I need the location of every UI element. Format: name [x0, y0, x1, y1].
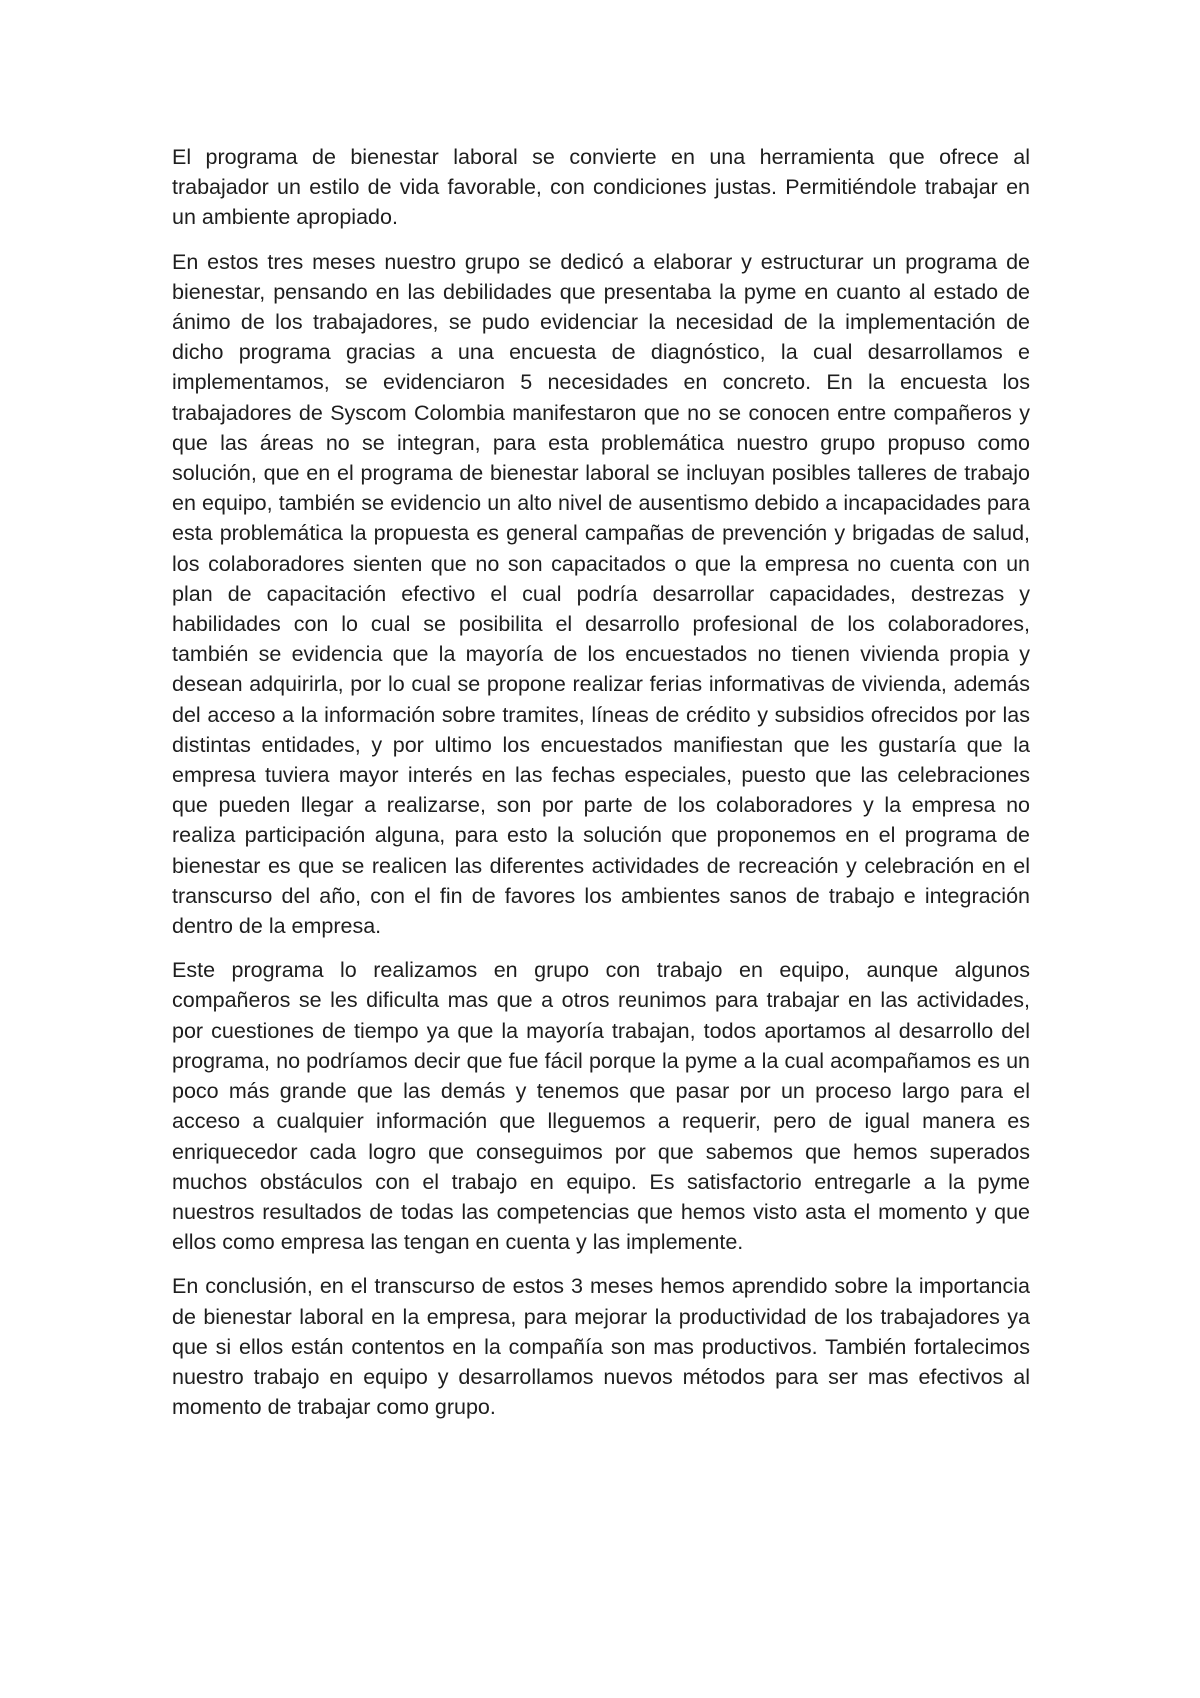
paragraph-intro: El programa de bienestar laboral se convierte en una herramienta que ofrece al trabajador un estilo de vida favorable, con condiciones justas. Permitiéndole trabajar en un ambiente apropiado. — [172, 145, 1030, 230]
paragraph-conclusion: En conclusión, en el transcurso de estos 3 meses hemos aprendido sobre la importancia de bienestar laboral en la empresa, para mejorar la productividad de los trabajadores ya que si ellos están contentos en la compañía son mas productivos. También fortalecimos nuestro trabajo en equipo y desarrollamos nuevos métodos para ser mas efectivos al momento de trabajar como grupo. — [172, 1274, 1030, 1420]
paragraph-diagnostic: En estos tres meses nuestro grupo se dedicó a elaborar y estructurar un programa de bienestar, pensando en las debilidades que presentaba la pyme en cuanto al estado de ánimo de los trabajadores, se pudo evidenciar la necesidad de la implementación de dicho programa gracias a una encuesta de diagnóstico, la cual desarrollamos e implementamos, se evidenciaron 5 necesidades en concreto. En la encuesta los trabajadores de Syscom Colombia manifestaron que no se conocen entre compañeros y que las áreas no se integran, para esta problemática nuestro grupo propuso como solución, que en el programa de bienestar laboral se incluyan posibles talleres de trabajo en equipo, también se evidencio un alto nivel de ausentismo debido a incapacidades para esta problemática la propuesta es general campañas de prevención y brigadas de salud, los colaboradores sienten que no son capacitados o que la empresa no cuenta con un plan de capacitación efectivo el cual podría desarrollar capacidades, destrezas y habilidades con lo cual se posibilita el desarrollo profesional de los colaboradores, también se evidencia que la mayoría de los encuestados no tienen vivienda propia y desean adquirirla, por lo cual se propone realizar ferias informativas de vivienda, además del acceso a la información sobre tramites, líneas de crédito y subsidios ofrecidos por las distintas entidades, y por ultimo los encuestados manifiestan que les gustaría que la empresa tuviera mayor interés en las fechas especiales, puesto que las celebraciones que pueden llegar a realizarse, son por parte de los colaboradores y la empresa no realiza participación alguna, para esto la solución que proponemos en el programa de bienestar es que se realicen las diferentes actividades de recreación y celebración en el transcurso del año, con el fin de favores los ambientes sanos de trabajo e integración dentro de la empresa. — [172, 249, 1030, 939]
paragraph-teamwork: Este programa lo realizamos en grupo con trabajo en equipo, aunque algunos compañeros se les dificulta mas que a otros reunimos para trabajar en las actividades, por cuestiones de tiempo ya que la mayoría trabajan, todos aportamos al desarrollo del programa, no podríamos decir que fue fácil porque la pyme a la cual acompañamos es un poco más grande que las demás y tenemos que pasar por un proceso largo para el acceso a cualquier información que lleguemos a requerir, pero de igual manera es enriquecedor cada logro que conseguimos por que sabemos que hemos superados muchos obstáculos con el trabajo en equipo. Es satisfactorio entregarle a la pyme nuestros resultados de todas las competencias que hemos visto asta el momento y que ellos como empresa las tengan en cuenta y las implemente. — [172, 958, 1030, 1255]
document-body — [172, 142, 1030, 1436]
